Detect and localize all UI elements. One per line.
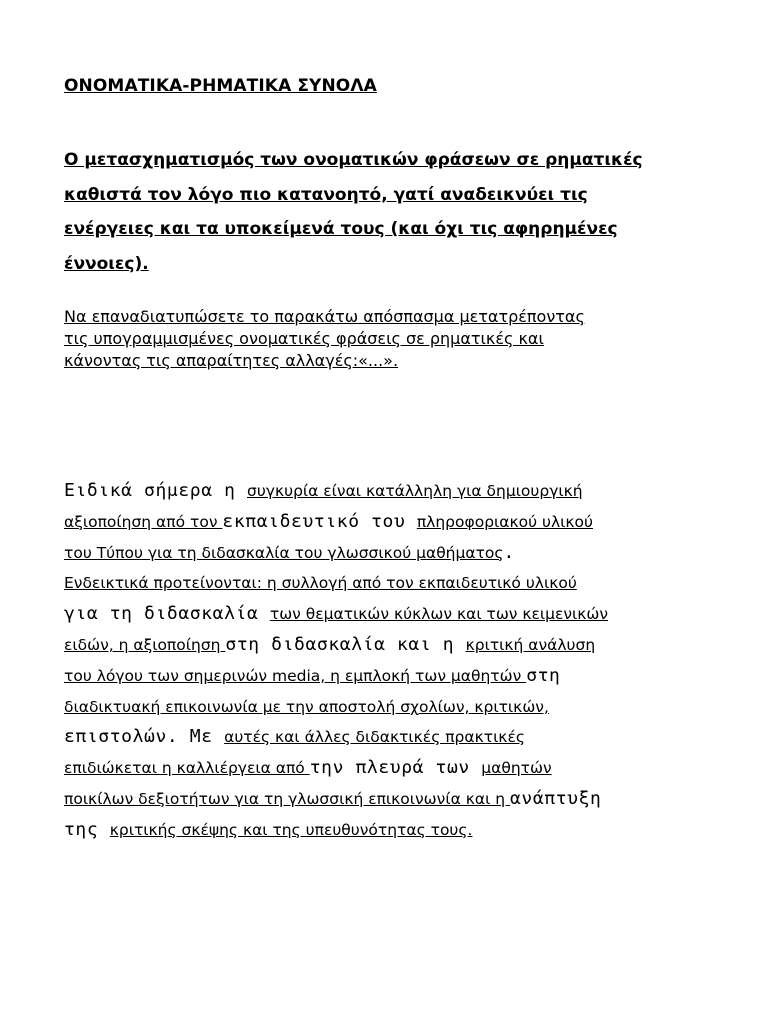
thesis-paragraph [64,143,714,281]
instruction-line: Να επαναδιατυπώσετε το παρακάτω απόσπασμα μετατρέποντας [64,307,585,326]
passage-line [64,661,724,692]
document-title: ΟΝΟΜΑΤΙΚΑ-ΡΗΜΑΤΙΚΑ ΣΥΝΟΛΑ [64,76,377,96]
underlined-phrase: επιδιώκεται η καλλιέργεια από [64,759,310,778]
underlined-phrase: κριτική ανάλυση [465,635,596,654]
underlined-phrase: των θεματικών κύκλων και των κειμενικών [269,605,609,624]
underlined-phrase: ποικίλων δεξιοτήτων για τη γλωσσική επικοινωνία και η [64,789,510,808]
passage-line [64,507,724,538]
plain-text: . [503,541,515,563]
passage-line [64,784,724,815]
plain-text: την πλευρά των [309,757,482,779]
passage-paragraph [64,476,724,846]
instruction-paragraph [64,306,714,372]
passage-line [64,692,724,723]
passage-line [64,630,724,661]
plain-text: στη διδασκαλία και η [225,633,466,655]
passage-line [64,815,724,846]
plain-text: ανάπτυξη [510,787,602,809]
instruction-line: τις υπογραμμισμένες ονοματικές φράσεις σε ρηματικές και [64,329,544,348]
passage-line [64,722,724,753]
passage-line [64,538,724,569]
passage-line [64,753,724,784]
underlined-phrase: διαδικτυακή επικοινωνία με την αποστολή σχολίων, κριτικών, [64,697,549,716]
plain-text: της [64,818,110,840]
underlined-phrase: πληροφοριακού υλικού [416,512,593,531]
underlined-phrase: του λόγου των σημερινών media, η εμπλοκή των μαθητών [64,666,527,685]
underlined-phrase: αξιοποίηση από τον [64,512,223,531]
plain-text: στη [526,664,561,686]
underlined-phrase: ειδών, η αξιοποίηση [64,635,226,654]
passage-line [64,568,724,599]
underlined-phrase: Ενδεικτικά προτείνονται: η συλλογή από τον εκπαιδευτικό υλικού [64,574,577,593]
thesis-line: έννοιες). [64,253,149,274]
instruction-line: κάνοντας τις απαραίτητες αλλαγές:«...». [64,351,399,370]
underlined-phrase: αυτές και άλλες διδακτικές πρακτικές [224,728,525,747]
passage-line [64,599,724,630]
underlined-phrase: κριτικής σκέψης και της υπευθυνότητας τους. [109,820,473,839]
plain-text: επιστολών. Με [64,726,225,748]
plain-text: εκπαιδευτικό του [222,510,417,532]
underlined-phrase: μαθητών [481,759,552,778]
underlined-phrase: συγκυρία είναι κατάλληλη για δημιουργική [247,482,583,500]
underlined-phrase: του Τύπου για τη διδασκαλία του γλωσσικού μαθήματος [64,543,504,562]
plain-text: Ειδικά σήμερα η [64,480,247,501]
thesis-line: καθιστά τον λόγο πιο κατανοητό, γατί αναδεικνύει τις [64,184,588,205]
thesis-line: Ο μετασχηματισμός των ονοματικών φράσεων σε ρηματικές [64,150,643,170]
passage-line [64,476,724,507]
plain-text: για τη διδασκαλία [64,603,270,625]
thesis-line: ενέργειες και τα υποκείμενά τους (και όχι τις αφηρημένες [64,219,618,239]
